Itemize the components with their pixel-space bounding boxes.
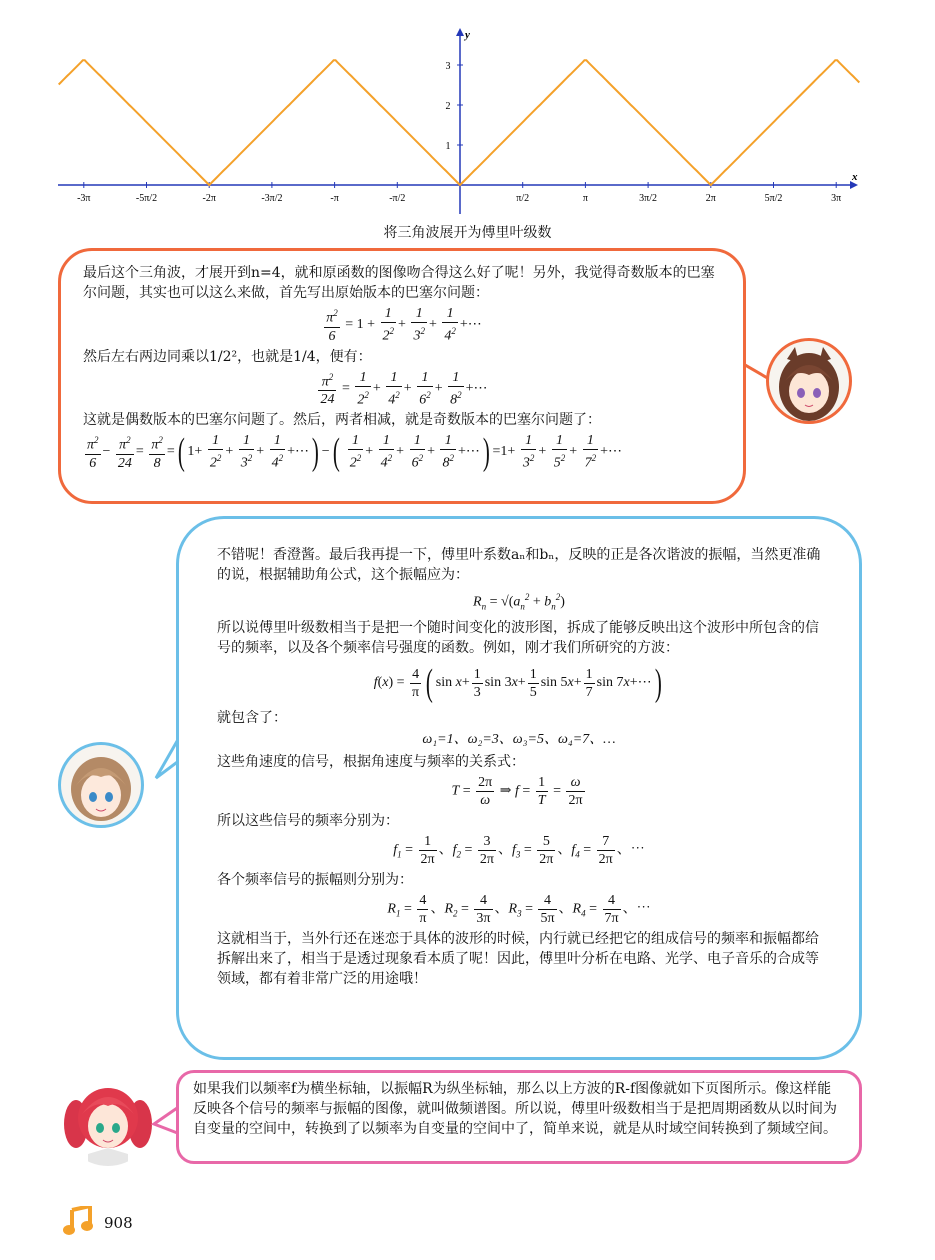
y-axis-arrow bbox=[456, 28, 464, 36]
square-wave-equation: f(x) = $\frac{4}{\pi}$ ( sin x+ $\frac{1}{3}$ sin 3x+ $\frac{1}{5}$ sin 5x+ $\frac{1}{7}$ sin 7x+⋯) bbox=[373, 662, 662, 705]
x-tick-label: -2π bbox=[202, 193, 216, 204]
y-tick-label: 2 bbox=[445, 101, 451, 112]
period-frequency-equation: T = $\frac{2\pi}{\omega}$ ⇒ f = $\frac{1}{T}$ = $\frac{\omega}{2\pi}$ bbox=[451, 775, 583, 809]
bubble2-para3: 就包含了： bbox=[217, 710, 287, 727]
x-tick-label: π bbox=[582, 193, 588, 204]
y-axis-name: y bbox=[465, 29, 470, 41]
bubble1-para3: 这就是偶数版本的巴塞尔问题了。然后，两者相减，就是奇数版本的巴塞尔问题了： bbox=[83, 412, 601, 429]
bubble2-para6: 各个频率信号的振幅则分别为： bbox=[217, 872, 413, 889]
bubble2-para7: 这就相当于，当外行还在迷恋于具体的波形的时候，内行就已经把它的组成信号的频率和振幅都给拆解出来了，相当于是透过现象看本质了呢！因此，傅里叶分析在电路、光学、电子音乐的合成等领域，都有着非常广泛的用途哦！ bbox=[217, 931, 819, 988]
page-number: 908 bbox=[104, 1214, 133, 1232]
y-tick-label: 1 bbox=[445, 141, 451, 152]
speech-bubble-blue bbox=[176, 516, 862, 1060]
speech-bubble-orange bbox=[58, 248, 746, 504]
bubble2-para5: 所以这些信号的频率分别为： bbox=[217, 813, 399, 830]
x-tick-label: -π/2 bbox=[389, 193, 406, 204]
basel-equation: $\frac{\pi^2}{6}$ = 1 + $\frac{1}{2^2}$ + $\frac{1}{3^2}$ + $\frac{1}{4^2}$ +⋯ bbox=[326, 306, 482, 344]
x-tick-label: -5π/2 bbox=[135, 193, 158, 204]
avatar-red-hair-girl bbox=[62, 1074, 154, 1166]
bubble2-para2: 所以说傅里叶级数相当于是把一个随时间变化的波形图，拆成了能够反映出这个波形中所包含的信号的频率，以及各个频率信号强度的函数。例如，刚才我们所研究的方波： bbox=[217, 620, 819, 657]
amplitude-equation: $R_n = √(a_n^2 + b_n^2)$ bbox=[473, 592, 565, 612]
y-tick-label: 3 bbox=[445, 61, 451, 72]
music-note-icon bbox=[62, 1206, 94, 1236]
x-tick-label: π/2 bbox=[516, 193, 530, 204]
triangle-wave-graph bbox=[0, 0, 935, 222]
x-axis-name: x bbox=[852, 171, 858, 183]
x-tick-label: 5π/2 bbox=[764, 193, 783, 204]
amplitude-list: $R_1$ = $\frac{4}{\pi}$ 、$R_2$ = $\frac{4}{3\pi}$ 、$R_3$ = $\frac{4}{5\pi}$ 、$R_4$ = $\frac{4}{7\pi}$ 、⋯ bbox=[387, 893, 651, 927]
x-tick-label: 3π/2 bbox=[639, 193, 658, 204]
frequency-list: $f_1$ = $\frac{1}{2\pi}$ 、$f_2$ = $\frac{3}{2\pi}$ 、$f_3$ = $\frac{5}{2\pi}$ 、$f_4$ = $\frac{7}{2\pi}$ 、⋯ bbox=[393, 834, 645, 868]
x-tick-label: -3π bbox=[77, 193, 91, 204]
x-tick-label: -π bbox=[330, 193, 339, 204]
x-tick-label: 2π bbox=[705, 193, 716, 204]
triangle-wave-line bbox=[59, 60, 860, 185]
bubble1-para2: 然后左右两边同乘以1/2²，也就是1/4，便有： bbox=[83, 348, 372, 365]
x-tick-label: 3π bbox=[831, 193, 842, 204]
bubble2-para1: 不错呢！香澄酱。最后我再提一下，傅里叶系数aₙ和bₙ，反映的正是各次谐波的振幅，当然更准确的说，根据辅助角公式，这个振幅应为： bbox=[217, 547, 821, 583]
avatar-ash-hair-girl bbox=[58, 742, 144, 828]
omega-list: ω₁=1、ω₂=3、ω₃=5、ω₄=7、… bbox=[422, 732, 616, 748]
graph-caption: 将三角波展开为傅里叶级数 bbox=[383, 225, 552, 241]
x-tick-label: -3π/2 bbox=[261, 193, 283, 204]
speech-bubble-pink bbox=[176, 1070, 862, 1164]
bubble1-para1: 最后这个三角波，才展开到n=4，就和原函数的图像吻合得这么好了呢！另外，我觉得奇数版本的巴塞尔问题，其实也可以这么来做，首先写出原始版本的巴塞尔问题： bbox=[83, 265, 715, 301]
bubble3-text: 如果我们以频率f为横坐标轴，以振幅R为纵坐标轴，那么以上方波的R-f图像就如下页图所示。像这样能反映各个信号的频率与振幅的图像，就叫做频谱图。所以说，傅里叶级数相当于是把周期函数从以时间为自变量的空间中，转换到了以频率为自变量的空间中了，简单来说，就是从时域空间转换到了频域空间。 bbox=[193, 1081, 837, 1137]
avatar-brown-hair-girl bbox=[766, 338, 852, 424]
bubble2-para4: 这些角速度的信号，根据角速度与频率的关系式： bbox=[217, 754, 525, 771]
odd-basel-equation: $\frac{\pi^2}{6}$ − $\frac{\pi^2}{24}$ = $\frac{\pi^2}{8}$ =( 1+ $\frac{1}{2^2}$ + $\frac{1}{3^2}$ + $\frac{1}{4^2}$ +⋯) −( $\frac{1}{2^2}$ + $\frac{1}{4^2}$ + $\frac{1}{6^2}$ + $\frac{1}{8^2}$ +⋯) =1+ $\frac{1}{3^2}$ + $\frac{1}{5^2}$ + $\frac{1}{7^2}$ +⋯ bbox=[87, 431, 623, 474]
even-basel-equation: $\frac{\pi^2}{24}$ = $\frac{1}{2^2}$ + $\frac{1}{4^2}$ + $\frac{1}{6^2}$ + $\frac{1}{8^2}$ +⋯ bbox=[320, 369, 488, 408]
